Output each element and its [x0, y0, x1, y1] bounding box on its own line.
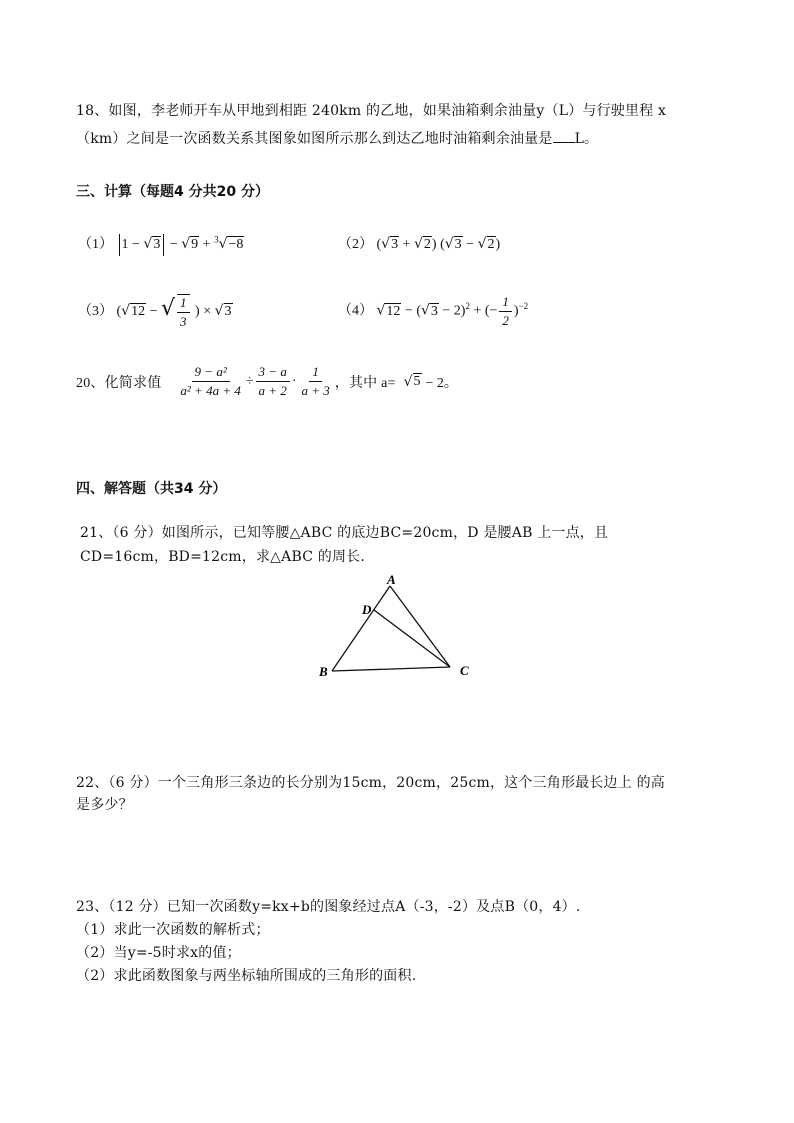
- q18-line2: [76, 128, 598, 148]
- section4-title: 四、解答题（共34 分）: [76, 481, 227, 497]
- fraction-1-2: $\frac{1}{2}$: [499, 294, 512, 329]
- q18-line1: 18、如图，李老师开车从甲地到相距 240km 的乙地，如果油箱剩余油量y（L）与行驶里程 x: [76, 103, 667, 119]
- q23-line4: （2）求此函数图象与两坐标轴所围成的三角形的面积.: [76, 968, 417, 984]
- label-a: A: [387, 572, 396, 587]
- abs-bar-left: [119, 234, 120, 256]
- label-b: B: [319, 664, 328, 679]
- fraction-1-3: $\frac{1}{3}$: [177, 294, 190, 330]
- q21-line2: CD=16cm，BD=12cm，求△ABC 的周长.: [80, 549, 366, 565]
- side-bc: [332, 667, 450, 671]
- calc-1-label: （1）: [78, 237, 113, 252]
- abs-bar-right: [163, 234, 164, 256]
- q18-line2-pre: （km）之间是一次函数关系其图象如图所示那么到达乙地时油箱剩余油量是: [76, 131, 553, 147]
- calc-1: （1） 1 − √3 − √9 + $^3$√−8: [78, 233, 244, 256]
- q20-prefix: 20、化简求值: [76, 375, 162, 391]
- side-ac: [390, 586, 450, 667]
- q20-fraction-1: $\frac{\text{9 − a²}}{\text{a² + 4a + 4}}$: [180, 364, 241, 398]
- q22-line1: 22、（6 分）一个三角形三条边的长分别为15cm，20cm，25cm，这个三角形最长边上 的高: [76, 775, 666, 791]
- label-c: C: [460, 663, 469, 678]
- q20-fraction-3: $\frac{1}{a + 3}$: [301, 364, 330, 398]
- calc-3: （3） (√12 − √ $\frac{1}{3}$ ) × √3: [78, 295, 232, 329]
- triangle-figure: [310, 570, 490, 685]
- q22-line2: 是多少？: [76, 797, 133, 813]
- q23-line1: 23、（12 分）已知一次函数y=kx+b的图象经过点A（-3，-2）及点B（0，4）.: [76, 899, 581, 915]
- q20: 20、化简求值 $\frac{\text{9 − a²}}{\text{a² + 4a + 4}}$ ÷ $\frac{3 - a}{a + 2}$ · $\frac{1}{a + 3}$ ，其中 a= √ 5 − 2。: [76, 364, 458, 398]
- q23-line3: （2）当y=-5时求x的值；: [76, 945, 241, 961]
- q20-fraction-2: $\frac{3 - a}{a + 2}$: [256, 364, 290, 399]
- label-d: D: [362, 602, 372, 617]
- q21-line1: 21、（6 分）如图所示，已知等腰△ABC 的底边BC=20cm，D 是腰AB 上一点，且: [80, 525, 609, 541]
- side-ab: [332, 586, 390, 671]
- calc-2: （2） (√3 + √2) (√3 − √2): [338, 236, 501, 252]
- q23-line2: （1）求此一次函数的解析式；: [76, 922, 270, 938]
- calc-4: （4） $√12 - (√3 - 2)^2$ + (− $\frac{1}{2}$ )$^{-2}$: [338, 294, 529, 328]
- section3-title: 三、计算（每题4 分共20 分）: [76, 184, 269, 200]
- segment-cd: [374, 610, 450, 667]
- answer-blank: [553, 130, 575, 143]
- q18-line2-post: L。: [574, 131, 599, 147]
